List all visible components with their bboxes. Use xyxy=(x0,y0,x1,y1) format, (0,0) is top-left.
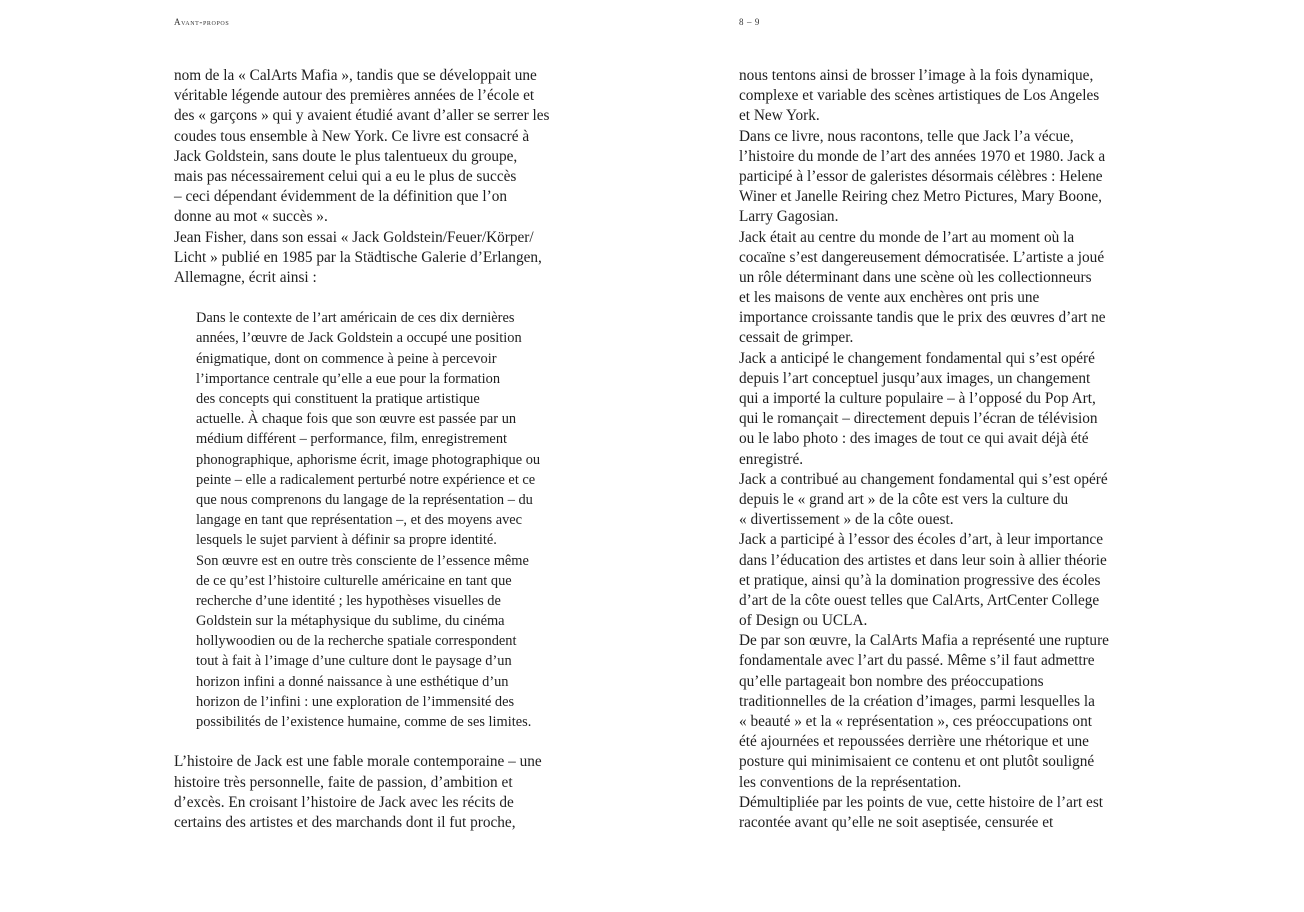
quote-line: phonographique, aphorisme écrit, image photographique ou xyxy=(196,451,541,468)
text-line: ou le labo photo : des images de tout ce qui avait déjà été xyxy=(739,430,1089,448)
text-line: certains des artistes et des marchands dont il fut proche, xyxy=(174,813,516,831)
text-line: qu’elle partageait bon nombre des préoccupations xyxy=(739,672,1044,690)
quote-line: horizon de l’infini : une exploration de l’immensité des xyxy=(196,693,515,710)
text-line: qui le romançait – directement depuis l’écran de télévision xyxy=(739,410,1098,428)
quote-line: hollywoodien ou de la recherche spatiale correspondent xyxy=(196,633,517,650)
text-line: « beauté » et la « représentation », ces préoccupations ont xyxy=(739,713,1092,730)
text-line: Jack a contribué au changement fondamental qui s’est opéré xyxy=(739,470,1108,488)
running-head-left: Avant-propos xyxy=(174,17,230,27)
quote-line: énigmatique, dont on commence à peine à percevoir xyxy=(196,350,497,367)
right-paragraph-8 xyxy=(739,793,1134,833)
block-quote xyxy=(196,308,569,732)
right-paragraph-7 xyxy=(739,631,1134,793)
text-line: Jean Fisher, dans son essai « Jack Goldstein/Feuer/Körper/ xyxy=(174,228,534,246)
text-line: Licht » publié en 1985 par la Städtische Galerie d’Erlangen, xyxy=(174,248,542,266)
text-line: Dans ce livre, nous racontons, telle que Jack l’a vécue, xyxy=(739,127,1074,145)
left-page xyxy=(174,66,569,833)
text-line: Jack Goldstein, sans doute le plus talentueux du groupe, xyxy=(174,147,518,165)
right-paragraph-6 xyxy=(739,530,1134,631)
quote-line: recherche d’une identité ; les hypothèses visuelles de xyxy=(196,592,501,609)
text-line: les conventions de la représentation. xyxy=(739,773,962,791)
text-line: des « garçons » qui y avaient étudié avant d’aller se serrer les xyxy=(174,107,550,125)
right-paragraph-5 xyxy=(739,470,1134,531)
text-line: histoire très personnelle, faite de passion, d’ambition et xyxy=(174,773,513,791)
text-line: racontée avant qu’elle ne soit aseptisée, censurée et xyxy=(739,813,1054,831)
text-line: Démultipliée par les points de vue, cette histoire de l’art est xyxy=(739,793,1104,811)
text-line: mais pas nécessairement celui qui a eu le plus de succès xyxy=(174,167,517,185)
text-line: qui a importé la culture populaire – à l’opposé du Pop Art, xyxy=(739,390,1096,407)
text-line: cessait de grimper. xyxy=(739,329,854,347)
quote-line: langage en tant que représentation –, et des moyens avec xyxy=(196,512,523,529)
quote-line: années, l’œuvre de Jack Goldstein a occupé une position xyxy=(196,330,522,347)
right-paragraph-1 xyxy=(739,66,1134,127)
text-line: of Design ou UCLA. xyxy=(739,612,868,630)
quote-line: horizon infini a donné naissance à une esthétique d’un xyxy=(196,673,509,690)
left-paragraph-1 xyxy=(174,66,569,228)
text-line: importance croissante tandis que le prix des œuvres d’art ne xyxy=(739,309,1106,327)
text-line: depuis le « grand art » de la côte est vers la culture du xyxy=(739,490,1069,508)
text-line: véritable légende autour des premières années de l’école et xyxy=(174,87,535,105)
text-line: Jack a anticipé le changement fondamental qui s’est opéré xyxy=(739,349,1095,367)
text-line: participé à l’essor de galeristes désormais célèbres : Helene xyxy=(739,167,1103,185)
text-line: Winer et Janelle Reiring chez Metro Pictures, Mary Boone, xyxy=(739,188,1102,206)
quote-line: lesquels le sujet parvient à définir sa propre identité. xyxy=(196,532,497,549)
text-line: et New York. xyxy=(739,107,820,125)
quote-line: que nous comprenons du langage de la représentation – du xyxy=(196,491,533,508)
text-line: cocaïne s’est dangereusement démocratisée. L’artiste a joué xyxy=(739,248,1105,266)
text-line: traditionnelles de la création d’images, parmi lesquelles la xyxy=(739,692,1095,710)
text-line: d’art de la côte ouest telles que CalArts, ArtCenter College xyxy=(739,591,1100,609)
text-line: nous tentons ainsi de brosser l’image à la fois dynamique, xyxy=(739,67,1094,84)
quote-line: Dans le contexte de l’art américain de ces dix dernières xyxy=(196,310,515,327)
text-line: été ajournées et repoussées derrière une rhétorique et une xyxy=(739,733,1089,751)
quote-line: peinte – elle a radicalement perturbé notre expérience et ce xyxy=(196,471,536,488)
text-line: enregistré. xyxy=(739,450,804,468)
quote-line: actuelle. À chaque fois que son œuvre est passée par un xyxy=(196,411,517,428)
quote-line: tout à fait à l’image d’une culture dont le paysage d’un xyxy=(196,653,512,670)
quote-line: de ce qu’est l’histoire culturelle américaine en tant que xyxy=(196,572,512,589)
text-line: Larry Gagosian. xyxy=(739,208,839,226)
text-line: Jack était au centre du monde de l’art au moment où la xyxy=(739,228,1075,246)
left-paragraph-2 xyxy=(174,228,569,289)
quote-line: Son œuvre est en outre très consciente de l’essence même xyxy=(196,552,529,569)
text-line: coudes tous ensemble à New York. Ce livre est consacré à xyxy=(174,127,530,145)
text-line: un rôle déterminant dans une scène où les collectionneurs xyxy=(739,268,1092,286)
quote-line: Goldstein sur la métaphysique du sublime, du cinéma xyxy=(196,613,505,630)
text-line: et les maisons de vente aux enchères ont pris une xyxy=(739,289,1040,307)
text-line: L’histoire de Jack est une fable morale contemporaine – une xyxy=(174,753,542,771)
text-line: Jack a participé à l’essor des écoles d’art, à leur importance xyxy=(739,531,1103,549)
left-paragraph-3 xyxy=(174,752,569,833)
text-line: dans l’éducation des artistes et dans leur soin à allier théorie xyxy=(739,551,1107,569)
right-paragraph-2 xyxy=(739,127,1134,228)
quote-line: des concepts qui constituent la pratique artistique xyxy=(196,391,480,407)
text-line: donne au mot « succès ». xyxy=(174,208,328,226)
text-line: Allemagne, écrit ainsi : xyxy=(174,268,317,286)
text-line: et pratique, ainsi qu’à la domination progressive des écoles xyxy=(739,571,1101,589)
text-line: nom de la « CalArts Mafia », tandis que se développait une xyxy=(174,67,537,84)
quote-line: médium différent – performance, film, enregistrement xyxy=(196,431,508,448)
page-numbers: 8 – 9 xyxy=(739,17,760,27)
quote-line: l’importance centrale qu’elle a eue pour la formation xyxy=(196,370,501,387)
right-paragraph-4 xyxy=(739,349,1134,470)
text-line: – ceci dépendant évidemment de la définition que l’on xyxy=(174,188,508,206)
text-line: l’histoire du monde de l’art des années 1970 et 1980. Jack a xyxy=(739,147,1106,165)
text-line: depuis l’art conceptuel jusqu’aux images, un changement xyxy=(739,369,1091,387)
text-line: complexe et variable des scènes artistiques de Los Angeles xyxy=(739,87,1100,105)
right-paragraph-3 xyxy=(739,228,1134,349)
text-line: posture qui minimisaient ce contenu et ont plutôt souligné xyxy=(739,753,1095,771)
quote-line: possibilités de l’existence humaine, comme de ses limites. xyxy=(196,714,532,730)
right-page xyxy=(739,66,1134,833)
text-line: fondamentale avec l’art du passé. Même s’il faut admettre xyxy=(739,652,1095,670)
text-line: De par son œuvre, la CalArts Mafia a représenté une rupture xyxy=(739,632,1109,650)
text-line: « divertissement » de la côte ouest. xyxy=(739,511,954,529)
text-line: d’excès. En croisant l’histoire de Jack avec les récits de xyxy=(174,793,514,811)
